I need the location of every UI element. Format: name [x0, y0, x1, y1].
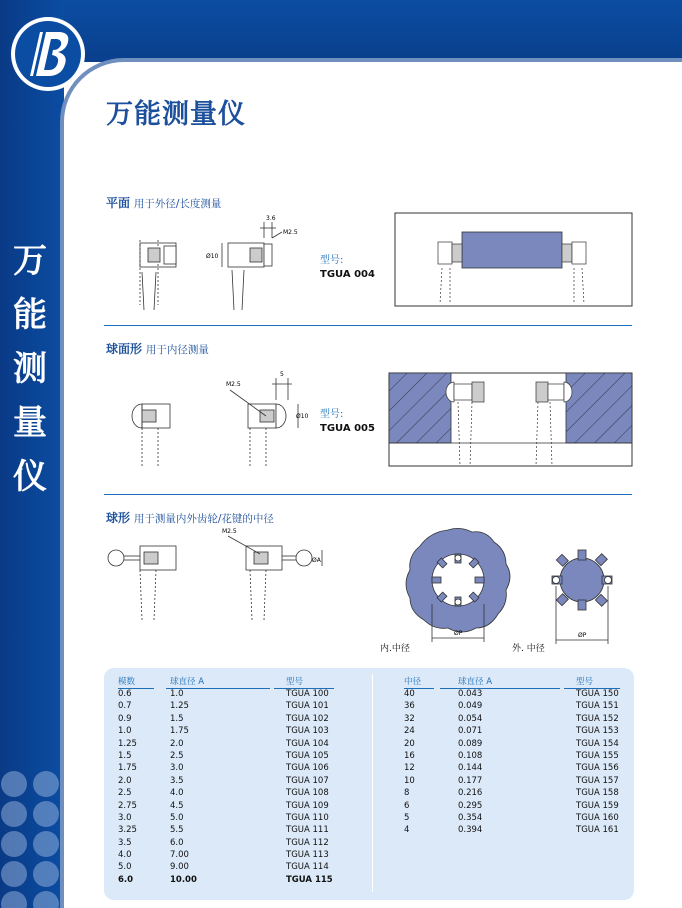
model-label: 型号:	[320, 255, 344, 266]
dim-label: M2.5	[226, 381, 241, 388]
table-cell: 1.5	[118, 750, 132, 761]
table-row	[118, 776, 338, 788]
table-cell: TGUA 160	[576, 812, 619, 823]
flat-probe-application-view	[394, 212, 634, 308]
table-row	[118, 701, 338, 713]
table-cell: TGUA 102	[286, 713, 329, 724]
table-cell: 4	[404, 825, 410, 836]
table-cell: TGUA 155	[576, 750, 619, 761]
table-cell: 3.5	[118, 837, 132, 848]
page-title: 万能测量仪	[106, 99, 246, 130]
table-cell: 7.00	[170, 850, 189, 861]
table-cell: 9.00	[170, 862, 189, 873]
table-cell: TGUA 157	[576, 775, 619, 786]
table-cell: TGUA 107	[286, 775, 329, 786]
model-value: TGUA 005	[320, 423, 375, 434]
table-row	[118, 763, 338, 775]
section-subtitle: 用于内径测量	[145, 344, 209, 356]
side-title-char: 万	[13, 241, 47, 281]
dim-label: 3.6	[266, 215, 276, 222]
table-cell: TGUA 158	[576, 788, 619, 799]
table-cell: 5.0	[170, 812, 184, 823]
table-cell: 6.0	[118, 874, 134, 885]
table-cell: 10	[404, 775, 415, 786]
table-cell: TGUA 152	[576, 713, 619, 724]
table-cell: TGUA 161	[576, 825, 619, 836]
table-cell: 5.5	[170, 825, 184, 836]
table-cell: 0.177	[458, 775, 483, 786]
col-header: 模数	[118, 677, 136, 687]
spec-table-right	[404, 675, 624, 838]
table-cell: TGUA 110	[286, 812, 329, 823]
table-cell: TGUA 104	[286, 738, 329, 749]
section-name: 平面	[106, 196, 131, 210]
section-divider	[104, 494, 632, 495]
side-title-char: 测	[13, 349, 47, 389]
side-title-char: 能	[13, 295, 47, 335]
table-cell: 2.5	[118, 788, 132, 799]
table-cell: TGUA 106	[286, 763, 329, 774]
spec-table-left	[118, 675, 338, 887]
brand-logo	[8, 14, 88, 94]
model-info-005	[320, 408, 375, 436]
top-band	[0, 0, 682, 62]
table-row	[118, 751, 338, 763]
table-cell: 1.0	[118, 726, 132, 737]
table-cell: 0.108	[458, 750, 483, 761]
table-cell: 10.00	[170, 874, 197, 885]
table-cell: 0.7	[118, 701, 132, 712]
table-cell: 0.144	[458, 763, 483, 774]
table-row	[118, 825, 338, 837]
table-cell: 1.25	[118, 738, 137, 749]
dim-label: ØA	[312, 557, 321, 564]
table-row	[404, 689, 624, 701]
table-cell: 2.0	[118, 775, 132, 786]
table-cell: 0.089	[458, 738, 483, 749]
table-cell: TGUA 109	[286, 800, 329, 811]
table-row	[118, 788, 338, 800]
table-row	[404, 801, 624, 813]
table-row	[118, 875, 338, 887]
table-row	[404, 726, 624, 738]
table-row	[404, 776, 624, 788]
table-cell: TGUA 156	[576, 763, 619, 774]
table-cell: TGUA 105	[286, 750, 329, 761]
internal-gear	[406, 528, 510, 642]
dim-label: ØP	[578, 632, 587, 639]
spherical-probe-drawing	[120, 364, 320, 470]
table-cell: 0.354	[458, 812, 483, 823]
table-row	[118, 813, 338, 825]
section-subtitle: 用于测量内外齿轮/花键的中径	[133, 513, 274, 525]
table-cell: TGUA 108	[286, 788, 329, 799]
external-pitch-label: 外. 中径	[512, 644, 545, 654]
table-cell: 6.0	[170, 837, 184, 848]
table-cell: TGUA 113	[286, 850, 329, 861]
section-heading-flat	[106, 194, 221, 211]
table-row	[118, 739, 338, 751]
logo-pattern-decoration	[0, 770, 64, 908]
col-header: 型号	[286, 677, 304, 687]
table-cell: TGUA 100	[286, 689, 329, 699]
dim-label: Ø10	[206, 253, 219, 260]
table-cell: 0.071	[458, 726, 483, 737]
section-divider	[104, 325, 632, 326]
ball-probe-drawing	[104, 524, 334, 624]
table-row	[404, 739, 624, 751]
table-cell: 4.5	[170, 800, 184, 811]
model-value: TGUA 004	[320, 269, 375, 280]
table-row	[118, 850, 338, 862]
section-name: 球形	[106, 511, 131, 525]
side-title	[6, 234, 54, 504]
table-row	[404, 714, 624, 726]
table-cell: TGUA 150	[576, 689, 619, 699]
table-cell: 0.9	[118, 713, 132, 724]
table-cell: 40	[404, 689, 415, 699]
table-cell: TGUA 159	[576, 800, 619, 811]
table-row	[118, 726, 338, 738]
table-cell: 16	[404, 750, 415, 761]
internal-pitch-label: 内.中径	[380, 644, 410, 654]
section-heading-spherical	[106, 340, 209, 357]
table-cell: 4.0	[170, 788, 184, 799]
table-cell: 5.0	[118, 862, 132, 873]
table-cell: 0.394	[458, 825, 483, 836]
table-row	[118, 714, 338, 726]
col-header: 型号	[576, 677, 594, 687]
spherical-probe-application-view	[388, 372, 634, 468]
table-row	[404, 788, 624, 800]
table-cell: 4.0	[118, 850, 132, 861]
table-row	[118, 862, 338, 874]
table-cell: 3.0	[170, 763, 184, 774]
table-row	[404, 751, 624, 763]
gear-diagrams	[400, 524, 632, 658]
table-cell: 5	[404, 812, 410, 823]
dim-label: M2.5	[283, 229, 298, 236]
table-cell: TGUA 101	[286, 701, 329, 712]
dim-label: 5	[280, 371, 284, 378]
table-cell: 3.25	[118, 825, 137, 836]
col-header: 中径	[404, 677, 422, 687]
model-label: 型号:	[320, 409, 344, 420]
table-cell: 2.0	[170, 738, 184, 749]
table-cell: 8	[404, 788, 410, 799]
table-cell: TGUA 153	[576, 726, 619, 737]
table-cell: 0.054	[458, 713, 483, 724]
table-body	[118, 689, 338, 887]
table-cell: 0.043	[458, 689, 483, 699]
table-cell: 1.0	[170, 689, 184, 699]
table-body	[404, 689, 624, 838]
side-title-char: 量	[13, 403, 47, 443]
table-cell: 1.25	[170, 701, 189, 712]
table-header	[118, 675, 338, 689]
table-cell: 0.216	[458, 788, 483, 799]
dim-label: M2.5	[222, 528, 237, 535]
table-cell: TGUA 112	[286, 837, 329, 848]
table-separator	[372, 674, 373, 892]
table-cell: TGUA 114	[286, 862, 329, 873]
table-cell: TGUA 115	[286, 874, 333, 885]
table-row	[404, 825, 624, 837]
table-cell: 12	[404, 763, 415, 774]
side-title-char: 仪	[13, 457, 47, 497]
table-cell: 0.049	[458, 701, 483, 712]
table-row	[404, 763, 624, 775]
table-cell: 2.75	[118, 800, 137, 811]
table-cell: 1.5	[170, 713, 184, 724]
table-cell: TGUA 154	[576, 738, 619, 749]
table-row	[118, 838, 338, 850]
table-cell: 2.5	[170, 750, 184, 761]
table-cell: 24	[404, 726, 415, 737]
table-cell: 3.0	[118, 812, 132, 823]
table-row	[404, 813, 624, 825]
table-cell: 0.6	[118, 689, 132, 699]
table-cell: 3.5	[170, 775, 184, 786]
model-info-004	[320, 254, 375, 282]
table-cell: 1.75	[170, 726, 189, 737]
section-name: 球面形	[106, 342, 143, 356]
external-gear	[552, 550, 612, 644]
col-header: 球直径 A	[170, 677, 205, 687]
table-header	[404, 675, 624, 689]
table-cell: 0.295	[458, 800, 483, 811]
dim-label: Ø10	[296, 413, 309, 420]
table-cell: TGUA 151	[576, 701, 619, 712]
section-subtitle: 用于外径/长度测量	[133, 198, 222, 210]
col-header: 球直径 A	[458, 677, 493, 687]
table-cell: 32	[404, 713, 415, 724]
table-cell: 1.75	[118, 763, 137, 774]
table-cell: 36	[404, 701, 415, 712]
table-cell: 6	[404, 800, 410, 811]
dim-label: ØP	[454, 630, 463, 637]
table-row	[404, 701, 624, 713]
table-row	[118, 801, 338, 813]
table-cell: 20	[404, 738, 415, 749]
table-cell: TGUA 103	[286, 726, 329, 737]
table-cell: TGUA 111	[286, 825, 329, 836]
table-row	[118, 689, 338, 701]
